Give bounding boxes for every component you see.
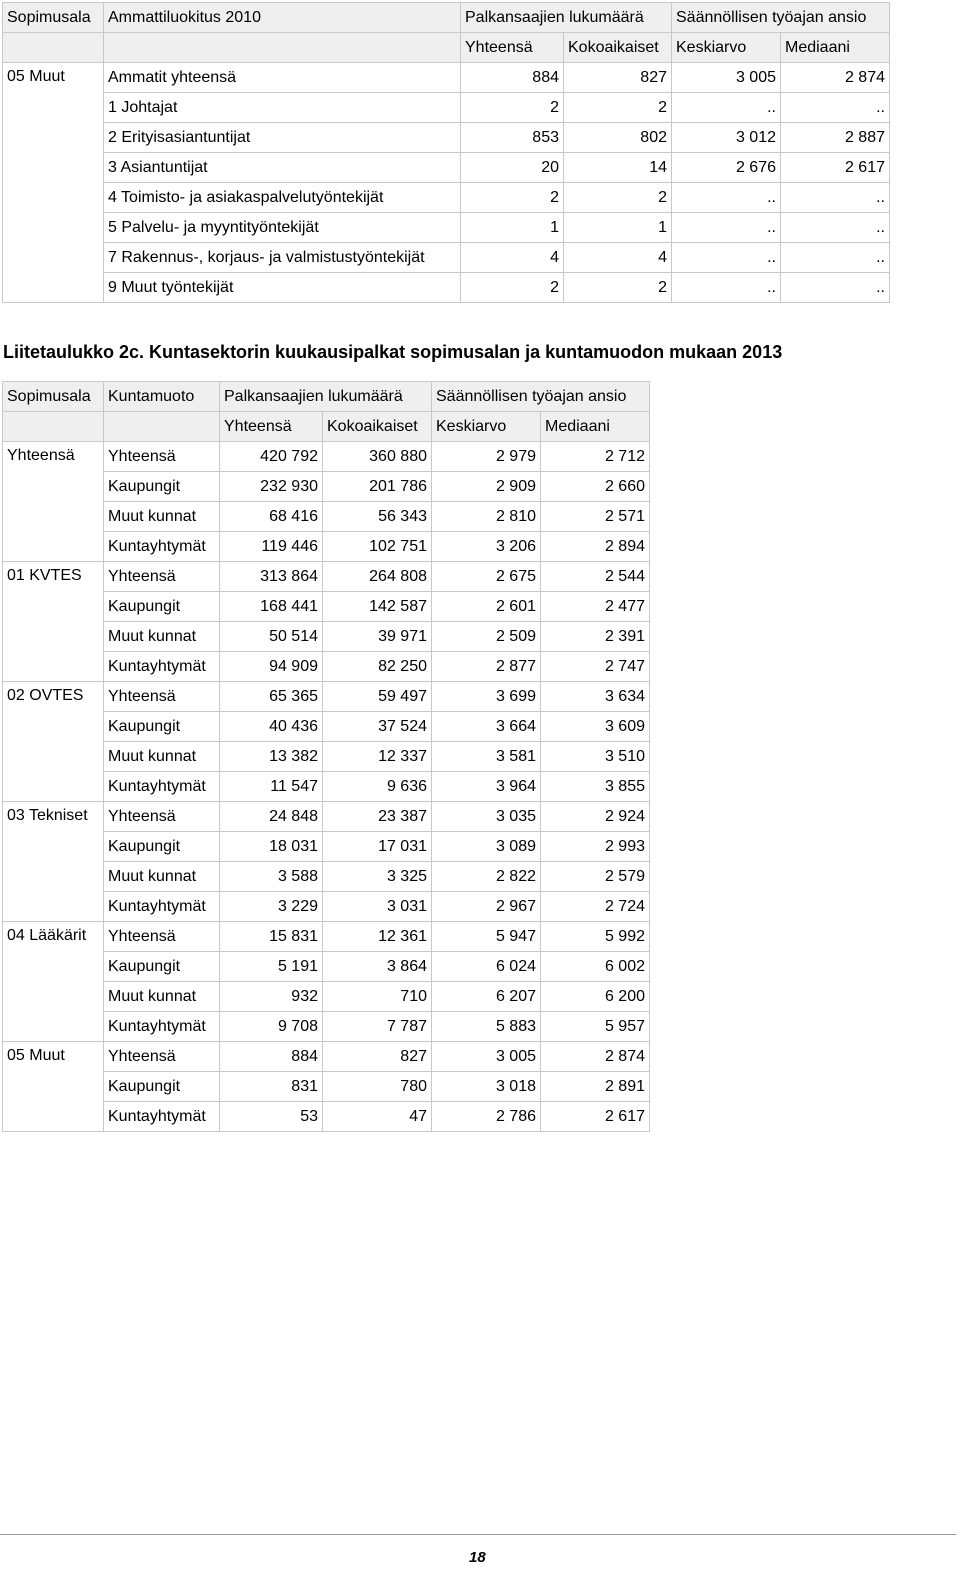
value-keskiarvo: 2 601 xyxy=(432,592,541,622)
value-kokoaikaiset: 39 971 xyxy=(323,622,432,652)
value-mediaani: 2 993 xyxy=(541,832,650,862)
row-label: Yhteensä xyxy=(104,1042,220,1072)
value-keskiarvo: 3 581 xyxy=(432,742,541,772)
value-keskiarvo: 2 909 xyxy=(432,472,541,502)
table-row xyxy=(3,63,890,93)
header-blank xyxy=(3,412,104,442)
value-kokoaikaiset: 59 497 xyxy=(323,682,432,712)
value-mediaani: 2 887 xyxy=(781,123,890,153)
table-row xyxy=(3,153,890,183)
value-mediaani: 2 747 xyxy=(541,652,650,682)
value-kokoaikaiset: 2 xyxy=(564,93,672,123)
row-label: Yhteensä xyxy=(104,922,220,952)
value-kokoaikaiset: 2 xyxy=(564,183,672,213)
table-row xyxy=(3,922,650,952)
row-label: Kaupungit xyxy=(104,592,220,622)
table-row xyxy=(3,562,650,592)
row-label: Yhteensä xyxy=(104,682,220,712)
row-label: 1 Johtajat xyxy=(104,93,461,123)
value-kokoaikaiset: 201 786 xyxy=(323,472,432,502)
row-label: 7 Rakennus-, korjaus- ja valmistustyöntekijät xyxy=(104,243,461,273)
value-yhteensa: 232 930 xyxy=(220,472,323,502)
group-label: 03 Tekniset xyxy=(3,802,104,922)
value-yhteensa: 9 708 xyxy=(220,1012,323,1042)
value-yhteensa: 68 416 xyxy=(220,502,323,532)
header-saannollisen-tyoajan-ansio: Säännöllisen työajan ansio xyxy=(432,382,650,412)
value-mediaani: 2 891 xyxy=(541,1072,650,1102)
group-label: 05 Muut xyxy=(3,63,104,303)
table-row xyxy=(3,243,890,273)
group-label: 04 Lääkärit xyxy=(3,922,104,1042)
value-yhteensa: 853 xyxy=(461,123,564,153)
group-label: 01 KVTES xyxy=(3,562,104,682)
value-keskiarvo: .. xyxy=(672,183,781,213)
row-label: Kaupungit xyxy=(104,832,220,862)
value-yhteensa: 50 514 xyxy=(220,622,323,652)
value-kokoaikaiset: 37 524 xyxy=(323,712,432,742)
value-keskiarvo: 2 967 xyxy=(432,892,541,922)
header-kokoaikaiset: Kokoaikaiset xyxy=(564,33,672,63)
value-mediaani: 2 579 xyxy=(541,862,650,892)
value-mediaani: 2 571 xyxy=(541,502,650,532)
value-kokoaikaiset: 827 xyxy=(564,63,672,93)
municipality-type-table xyxy=(2,381,650,1132)
value-mediaani: .. xyxy=(781,213,890,243)
value-mediaani: 6 002 xyxy=(541,952,650,982)
value-keskiarvo: 6 024 xyxy=(432,952,541,982)
table-row xyxy=(3,1042,650,1072)
header-kuntamuoto: Kuntamuoto xyxy=(104,382,220,412)
value-yhteensa: 40 436 xyxy=(220,712,323,742)
value-keskiarvo: .. xyxy=(672,243,781,273)
row-label: Ammatit yhteensä xyxy=(104,63,461,93)
value-yhteensa: 15 831 xyxy=(220,922,323,952)
value-kokoaikaiset: 82 250 xyxy=(323,652,432,682)
value-yhteensa: 65 365 xyxy=(220,682,323,712)
value-yhteensa: 3 588 xyxy=(220,862,323,892)
value-yhteensa: 313 864 xyxy=(220,562,323,592)
value-yhteensa: 2 xyxy=(461,93,564,123)
table-row xyxy=(3,273,890,303)
value-yhteensa: 53 xyxy=(220,1102,323,1132)
value-yhteensa: 4 xyxy=(461,243,564,273)
value-keskiarvo: 3 664 xyxy=(432,712,541,742)
value-mediaani: 2 894 xyxy=(541,532,650,562)
value-keskiarvo: .. xyxy=(672,213,781,243)
value-mediaani: 6 200 xyxy=(541,982,650,1012)
table-row xyxy=(3,442,650,472)
value-kokoaikaiset: 710 xyxy=(323,982,432,1012)
value-keskiarvo: 3 206 xyxy=(432,532,541,562)
value-kokoaikaiset: 3 031 xyxy=(323,892,432,922)
value-yhteensa: 3 229 xyxy=(220,892,323,922)
value-kokoaikaiset: 1 xyxy=(564,213,672,243)
value-keskiarvo: 3 005 xyxy=(432,1042,541,1072)
header-ammattiluokitus: Ammattiluokitus 2010 xyxy=(104,3,461,33)
row-label: Muut kunnat xyxy=(104,982,220,1012)
row-label: Kaupungit xyxy=(104,1072,220,1102)
value-mediaani: 2 391 xyxy=(541,622,650,652)
value-kokoaikaiset: 3 864 xyxy=(323,952,432,982)
table-row xyxy=(3,123,890,153)
value-yhteensa: 11 547 xyxy=(220,772,323,802)
row-label: Kaupungit xyxy=(104,712,220,742)
value-kokoaikaiset: 47 xyxy=(323,1102,432,1132)
header-yhteensa: Yhteensä xyxy=(220,412,323,442)
value-yhteensa: 2 xyxy=(461,273,564,303)
value-kokoaikaiset: 7 787 xyxy=(323,1012,432,1042)
value-kokoaikaiset: 264 808 xyxy=(323,562,432,592)
value-kokoaikaiset: 102 751 xyxy=(323,532,432,562)
value-kokoaikaiset: 3 325 xyxy=(323,862,432,892)
row-label: 3 Asiantuntijat xyxy=(104,153,461,183)
row-label: Kuntayhtymät xyxy=(104,532,220,562)
value-keskiarvo: .. xyxy=(672,273,781,303)
row-label: Kuntayhtymät xyxy=(104,772,220,802)
value-yhteensa: 420 792 xyxy=(220,442,323,472)
value-keskiarvo: 3 012 xyxy=(672,123,781,153)
row-label: Kuntayhtymät xyxy=(104,652,220,682)
value-keskiarvo: 2 509 xyxy=(432,622,541,652)
header-sopimusala: Sopimusala xyxy=(3,3,104,33)
value-kokoaikaiset: 17 031 xyxy=(323,832,432,862)
value-yhteensa: 884 xyxy=(220,1042,323,1072)
value-mediaani: 2 712 xyxy=(541,442,650,472)
header-palkansaajien-lukumaara: Palkansaajien lukumäärä xyxy=(220,382,432,412)
row-label: Kaupungit xyxy=(104,472,220,502)
header-keskiarvo: Keskiarvo xyxy=(672,33,781,63)
value-yhteensa: 13 382 xyxy=(220,742,323,772)
value-mediaani: 2 874 xyxy=(781,63,890,93)
value-mediaani: 2 724 xyxy=(541,892,650,922)
table-row xyxy=(3,183,890,213)
header-blank xyxy=(104,412,220,442)
value-kokoaikaiset: 23 387 xyxy=(323,802,432,832)
row-label: 5 Palvelu- ja myyntityöntekijät xyxy=(104,213,461,243)
row-label: Muut kunnat xyxy=(104,742,220,772)
value-keskiarvo: 3 005 xyxy=(672,63,781,93)
header-sopimusala: Sopimusala xyxy=(3,382,104,412)
value-yhteensa: 24 848 xyxy=(220,802,323,832)
value-yhteensa: 884 xyxy=(461,63,564,93)
value-keskiarvo: 2 877 xyxy=(432,652,541,682)
value-mediaani: .. xyxy=(781,243,890,273)
header-yhteensa: Yhteensä xyxy=(461,33,564,63)
value-keskiarvo: 5 947 xyxy=(432,922,541,952)
value-kokoaikaiset: 142 587 xyxy=(323,592,432,622)
value-mediaani: 2 660 xyxy=(541,472,650,502)
value-keskiarvo: 6 207 xyxy=(432,982,541,1012)
row-label: Kuntayhtymät xyxy=(104,1012,220,1042)
page-number: 18 xyxy=(469,1549,486,1566)
value-mediaani: .. xyxy=(781,273,890,303)
value-keskiarvo: 2 786 xyxy=(432,1102,541,1132)
table-row xyxy=(3,93,890,123)
value-yhteensa: 20 xyxy=(461,153,564,183)
value-mediaani: 3 609 xyxy=(541,712,650,742)
value-yhteensa: 168 441 xyxy=(220,592,323,622)
value-mediaani: 2 617 xyxy=(781,153,890,183)
value-kokoaikaiset: 4 xyxy=(564,243,672,273)
value-keskiarvo: 2 676 xyxy=(672,153,781,183)
value-kokoaikaiset: 56 343 xyxy=(323,502,432,532)
table-row xyxy=(3,682,650,712)
row-label: 2 Erityisasiantuntijat xyxy=(104,123,461,153)
value-mediaani: .. xyxy=(781,183,890,213)
row-label: Muut kunnat xyxy=(104,862,220,892)
row-label: Kuntayhtymät xyxy=(104,1102,220,1132)
row-label: Muut kunnat xyxy=(104,502,220,532)
header-blank xyxy=(104,33,461,63)
value-keskiarvo: 2 675 xyxy=(432,562,541,592)
footer-rule xyxy=(0,1534,956,1535)
value-keskiarvo: 3 699 xyxy=(432,682,541,712)
value-keskiarvo: 3 089 xyxy=(432,832,541,862)
row-label: Yhteensä xyxy=(104,802,220,832)
table-row xyxy=(3,213,890,243)
value-keskiarvo: .. xyxy=(672,93,781,123)
value-yhteensa: 119 446 xyxy=(220,532,323,562)
value-mediaani: 2 477 xyxy=(541,592,650,622)
group-label: 02 OVTES xyxy=(3,682,104,802)
value-mediaani: 2 617 xyxy=(541,1102,650,1132)
value-keskiarvo: 3 035 xyxy=(432,802,541,832)
value-mediaani: 3 855 xyxy=(541,772,650,802)
value-kokoaikaiset: 12 337 xyxy=(323,742,432,772)
row-label: Kuntayhtymät xyxy=(104,892,220,922)
value-yhteensa: 932 xyxy=(220,982,323,1012)
value-mediaani: 2 874 xyxy=(541,1042,650,1072)
row-label: Yhteensä xyxy=(104,562,220,592)
value-keskiarvo: 3 964 xyxy=(432,772,541,802)
row-label: Muut kunnat xyxy=(104,622,220,652)
value-mediaani: 3 510 xyxy=(541,742,650,772)
value-keskiarvo: 3 018 xyxy=(432,1072,541,1102)
value-yhteensa: 5 191 xyxy=(220,952,323,982)
header-blank xyxy=(3,33,104,63)
value-mediaani: 2 924 xyxy=(541,802,650,832)
table-title: Liitetaulukko 2c. Kuntasektorin kuukausipalkat sopimusalan ja kuntamuodon mukaan 2013 xyxy=(3,342,783,362)
value-kokoaikaiset: 12 361 xyxy=(323,922,432,952)
header-mediaani: Mediaani xyxy=(781,33,890,63)
value-mediaani: 5 992 xyxy=(541,922,650,952)
group-label: Yhteensä xyxy=(3,442,104,562)
value-kokoaikaiset: 360 880 xyxy=(323,442,432,472)
value-mediaani: 5 957 xyxy=(541,1012,650,1042)
value-yhteensa: 831 xyxy=(220,1072,323,1102)
value-mediaani: 2 544 xyxy=(541,562,650,592)
value-kokoaikaiset: 827 xyxy=(323,1042,432,1072)
value-keskiarvo: 2 979 xyxy=(432,442,541,472)
value-kokoaikaiset: 802 xyxy=(564,123,672,153)
value-mediaani: 3 634 xyxy=(541,682,650,712)
value-kokoaikaiset: 2 xyxy=(564,273,672,303)
value-kokoaikaiset: 9 636 xyxy=(323,772,432,802)
header-kokoaikaiset: Kokoaikaiset xyxy=(323,412,432,442)
row-label: 4 Toimisto- ja asiakaspalvelutyöntekijät xyxy=(104,183,461,213)
header-keskiarvo: Keskiarvo xyxy=(432,412,541,442)
table-row xyxy=(3,802,650,832)
row-label: 9 Muut työntekijät xyxy=(104,273,461,303)
row-label: Yhteensä xyxy=(104,442,220,472)
value-yhteensa: 94 909 xyxy=(220,652,323,682)
value-keskiarvo: 2 810 xyxy=(432,502,541,532)
value-keskiarvo: 5 883 xyxy=(432,1012,541,1042)
header-mediaani: Mediaani xyxy=(541,412,650,442)
value-yhteensa: 1 xyxy=(461,213,564,243)
group-label: 05 Muut xyxy=(3,1042,104,1132)
header-saannollisen-tyoajan-ansio: Säännöllisen työajan ansio xyxy=(672,3,890,33)
row-label: Kaupungit xyxy=(104,952,220,982)
value-keskiarvo: 2 822 xyxy=(432,862,541,892)
occupation-table xyxy=(2,2,890,303)
value-kokoaikaiset: 780 xyxy=(323,1072,432,1102)
header-palkansaajien-lukumaara: Palkansaajien lukumäärä xyxy=(461,3,672,33)
value-kokoaikaiset: 14 xyxy=(564,153,672,183)
value-yhteensa: 2 xyxy=(461,183,564,213)
value-yhteensa: 18 031 xyxy=(220,832,323,862)
value-mediaani: .. xyxy=(781,93,890,123)
